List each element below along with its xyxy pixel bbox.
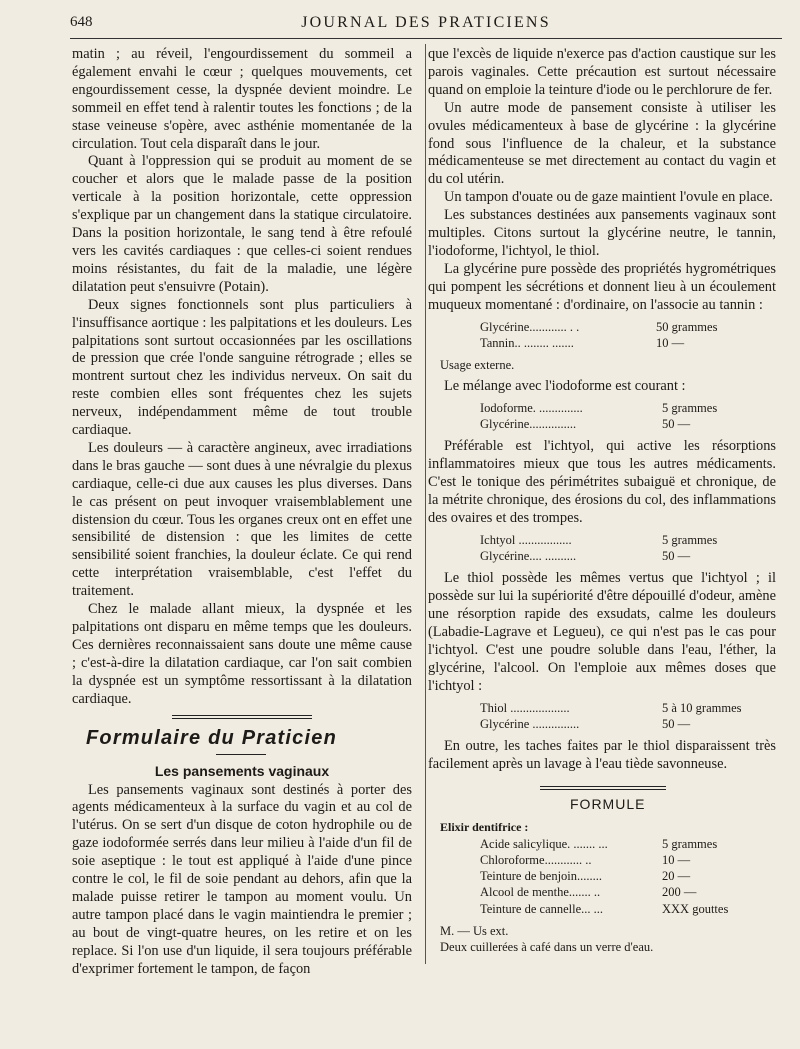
prescription-row: Ichtyol ................. 5 grammes bbox=[480, 532, 718, 547]
page-header bbox=[70, 14, 782, 36]
prescription-row: Teinture de cannelle... ... XXX gouttes bbox=[480, 901, 729, 916]
prescription-row: Glycérine ............... 50 — bbox=[480, 716, 691, 731]
prescription-row: Glycérine.... .......... 50 — bbox=[480, 549, 691, 564]
prescription-row: Chloroforme............ .. 10 — bbox=[480, 853, 691, 868]
paragraph: Le mélange avec l'iodoforme est courant : bbox=[444, 378, 686, 394]
paragraph: Le thiol possède les mêmes vertus que l'ichtyol ; il possède sur lui la supériorité d'être dépouillé d'odeur, amène une résorption rapide des exsudats, calme les douleurs (Labadie-Lagrave et Legueu), ce qui n'est pas le cas pour l'ichtyol. C'est une poudre soluble dans l'eau, l'éther, la glycérine, l'alcool. On l'emploie aux mêmes doses que l'ichtyol : bbox=[428, 570, 776, 694]
paragraph: Un autre mode de pansement consiste à utiliser les ovules médicamenteux à base de glycérine : la glycérine fond sous l'influence de la chaleur, et la substance médicamenteuse se met directement au contact du vagin et du col utérin. bbox=[428, 99, 776, 188]
paragraph: Les pansements vaginaux sont destinés à porter des agents médicamenteux à la surface du vagin et au col de l'utérus. On se sert d'un disque de coton hydrophile ou de gaze iodoformée serrés dans leur milieu à l'aide d'un fil de soie aseptique : le tout est appliqué à l'aide d'une pince contre le col, le fil de soie pendant au dehors, afin que la malade puisse retirer le tampon au moment voulu. Un autre tampon placé dans le vagin maintiendra le premier ; au bout de vingt-quatre heures, on les retire et on les replace. Si l'on use d'un liquide, il sera toujours préférable d'exprimer fortement le tampon, de façon bbox=[72, 781, 412, 977]
title-rule bbox=[216, 754, 266, 755]
paragraph: Préférable est l'ichtyol, qui active les résorptions inflammatoires mieux que tous les autres médicaments. C'est le tonique des périmétrites subaiguë et chronique, de la métrite chronique, des érosions du col, des inflammations des ovaires et des trompes. bbox=[428, 438, 776, 526]
paragraph: Les substances destinées aux pansements vaginaux sont multiples. Citons surtout la glycérine neutre, le tannin, l'iodoforme, l'ichtyol, le thiol. bbox=[428, 207, 776, 259]
usage-note: Usage externe. bbox=[440, 358, 515, 372]
usage-line: M. — Us ext. bbox=[440, 923, 509, 938]
paragraph: Deux signes fonctionnels sont plus particuliers à l'insuffisance aortique : les palpitations et les douleurs. Les palpitations sont surtout occasionnées par les oscillations de pression que crée l'onde sanguine rétrograde ; elles se montrent surtout chez les individus nerveux. On sait du reste combien elles sont fréquentes chez les sujets nerveux, indépendamment même de tout trouble cardiaque. bbox=[72, 296, 412, 439]
prescription-row: Thiol ................... 5 à 10 grammes bbox=[480, 700, 742, 715]
elixir-title: Elixir dentifrice : bbox=[440, 819, 529, 834]
paragraph: Les douleurs — à caractère angineux, avec irradiations dans le bras gauche — sont dues à une névralgie du plexus cardiaque, celle-ci due aux causes les plus diverses. Dans le cas présent on peut invoquer vraisemblablement une distension du cœur. Tous les organes creux ont en effet une sensibilité de distension : que les limites de cette sensibilité soient franchies, la douleur éclate. Ce qui rend cette interprétation vraisemblable, c'est l'effet du traitement. bbox=[72, 439, 412, 600]
paragraph: Quant à l'oppression qui se produit au moment de se coucher et alors que le malade passe de la position verticale à la position horizontale, cette oppression s'explique par un changement dans la statique circulatoire. Dans la position horizontale, le sang tend à être refoulé vers les cavités cardiaques : que celles-ci soient rendues moins résistantes, du fait de la maladie, une légère dilatation peut s'ensuivre (Potain). bbox=[72, 153, 412, 295]
formule-title: FORMULE bbox=[570, 795, 646, 812]
prescription-row: Glycérine............ . . 50 grammes bbox=[480, 319, 718, 334]
paragraph: La glycérine pure possède des propriétés hygrométriques qui pompent les sécrétions et donnent lieu à un écoulement muqueux momentané : d'ordinaire, on l'associe au tannin : bbox=[428, 260, 776, 313]
prescription-table bbox=[480, 319, 776, 351]
prescription-table bbox=[480, 700, 776, 732]
paragraph: Un tampon d'ouate ou de gaze maintient l'ovule en place. bbox=[444, 189, 773, 206]
left-column bbox=[72, 46, 412, 979]
instruction-line: Deux cuillerées à café dans un verre d'eau. bbox=[440, 939, 654, 954]
prescription-row: Iodoforme. .............. 5 grammes bbox=[480, 400, 718, 415]
paragraph: que l'excès de liquide n'exerce pas d'action caustique sur les parois vaginales. Cette précaution est surtout nécessaire quand on emploie la teinture d'iode ou le perchlorure de fer. bbox=[428, 46, 776, 98]
prescription-row: Acide salicylique. ....... ... 5 grammes bbox=[480, 836, 718, 851]
prescription-row: Tannin.. ........ ....... 10 — bbox=[480, 335, 685, 350]
prescription-table bbox=[480, 836, 776, 917]
prescription-row: Alcool de menthe....... .. 200 — bbox=[480, 885, 697, 900]
paragraph: matin ; au réveil, l'engourdissement du sommeil a également envahi le cœur ; quelques mouvements, cet engourdissement cesse, la dyspnée devient moindre. Le sommeil en effet tend à ralentir toutes les fonctions ; de la stase veineuse s'opère, avec asthénie momentanée de la circulation. Tout cela disparaît dans le jour. bbox=[72, 46, 412, 152]
right-column bbox=[428, 46, 776, 955]
header-rule bbox=[70, 38, 782, 39]
section-divider bbox=[172, 715, 312, 719]
page-number: 648 bbox=[70, 14, 93, 30]
journal-title: JOURNAL DES PRATICIENS bbox=[301, 14, 551, 31]
section-title: Formulaire du Praticien bbox=[86, 726, 337, 749]
paragraph: Chez le malade allant mieux, la dyspnée et les palpitations ont disparu en même temps que les douleurs. Ces dernières reconnaissaient sans doute une même cause ; c'est-à-dire la dilatation cardiaque, car l'on sait combien la dyspnée est un symptôme ressortissant à la dilatation cardiaque. bbox=[72, 601, 412, 707]
prescription-table bbox=[480, 532, 776, 564]
prescription-row: Teinture de benjoin........ 20 — bbox=[480, 869, 691, 884]
prescription-row: Glycérine............... 50 — bbox=[480, 417, 691, 432]
section-divider bbox=[540, 786, 666, 790]
subsection-title: Les pansements vaginaux bbox=[154, 762, 330, 779]
paragraph: En outre, les taches faites par le thiol disparaissent très facilement après un lavage à l'eau tiède savonneuse. bbox=[428, 738, 776, 772]
column-divider bbox=[425, 44, 426, 964]
prescription-table bbox=[480, 400, 776, 432]
